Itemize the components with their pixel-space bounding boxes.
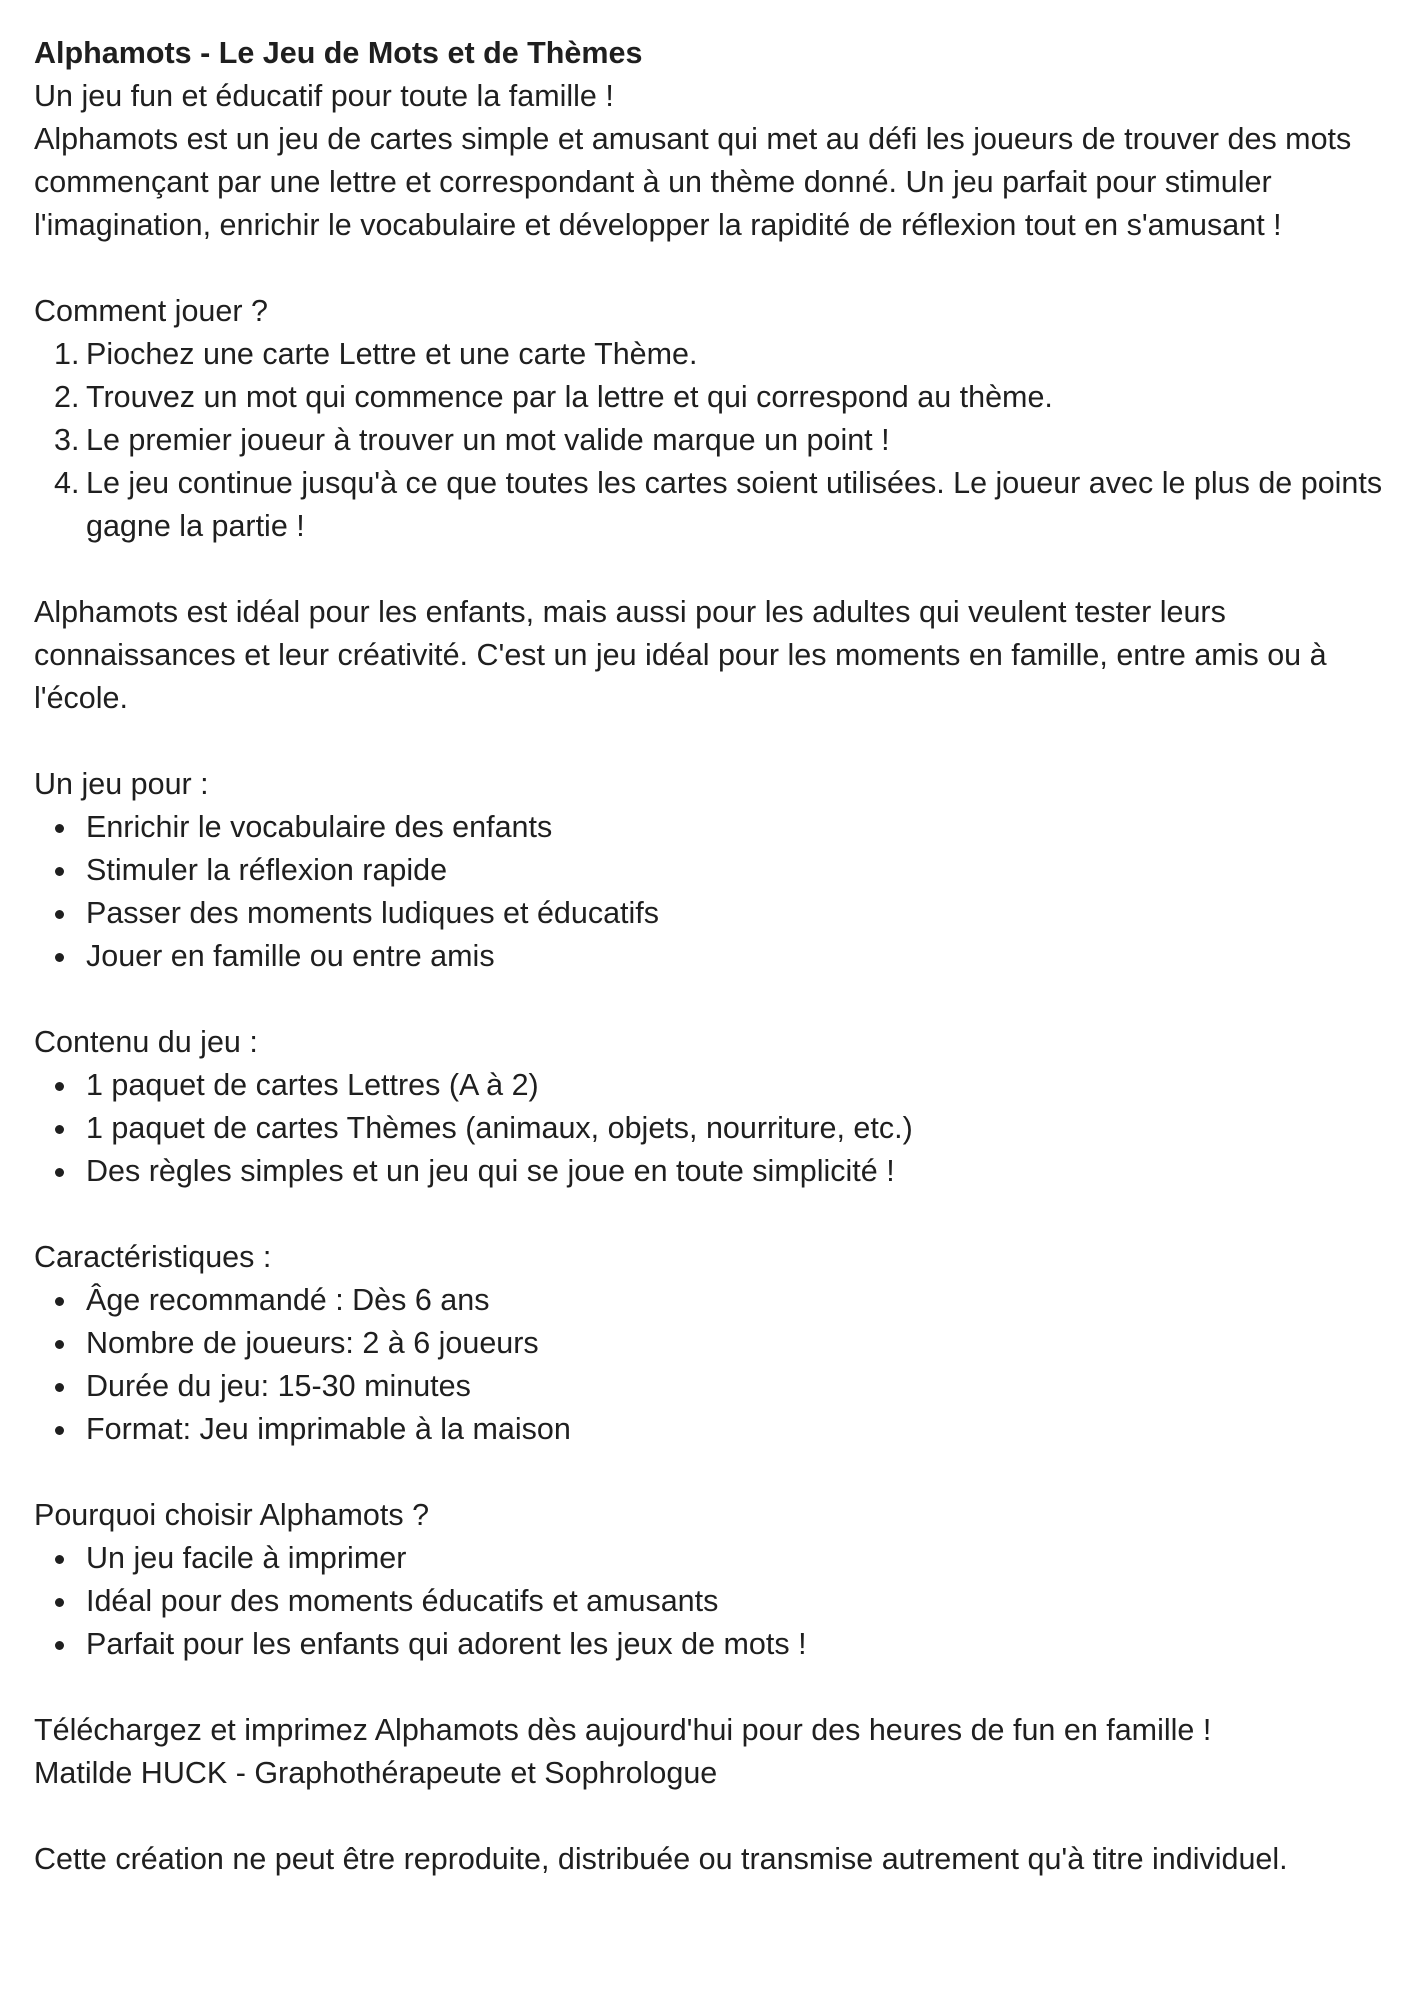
- call-to-action: Téléchargez et imprimez Alphamots dès aujourd'hui pour des heures de fun en famille !: [34, 1713, 1212, 1747]
- bullet-icon: [55, 867, 64, 876]
- spacer: [34, 548, 1394, 591]
- how-to-play-steps: [34, 333, 1394, 548]
- audience-paragraph: Alphamots est idéal pour les enfants, mais aussi pour les adultes qui veulent tester leurs connaissances et leur créativité. C'est un jeu idéal pour les moments en famille, entre amis ou à l'école.: [34, 595, 1327, 715]
- document-title: Alphamots - Le Jeu de Mots et de Thèmes: [34, 36, 643, 70]
- bullet-icon: [55, 1082, 64, 1091]
- subtitle: Un jeu fun et éducatif pour toute la famille !: [34, 79, 614, 113]
- bullet-icon: [55, 1426, 64, 1435]
- spacer: [34, 978, 1394, 1021]
- step-number: 2.: [54, 380, 80, 414]
- bullet-icon: [55, 1383, 64, 1392]
- step-item: [34, 333, 1394, 376]
- list-item: [34, 849, 1394, 892]
- bullet-icon: [55, 1598, 64, 1607]
- list-item: [34, 1537, 1394, 1580]
- list-item: [34, 1064, 1394, 1107]
- step-item: [34, 462, 1394, 548]
- contents-list: [34, 1064, 1394, 1193]
- bullet-icon: [55, 1340, 64, 1349]
- why-heading: Pourquoi choisir Alphamots ?: [34, 1498, 430, 1532]
- step-item: [34, 419, 1394, 462]
- contents-heading: Contenu du jeu :: [34, 1025, 258, 1059]
- spacer: [34, 1795, 1394, 1838]
- list-item: [34, 1150, 1394, 1193]
- intro-paragraph: Alphamots est un jeu de cartes simple et amusant qui met au défi les joueurs de trouver des mots commençant par une lettre et correspondant à un thème donné. Un jeu parfait pour stimuler l'imagination, enrichir le vocabulaire et développer la rapidité de réflexion tout en s'amusant !: [34, 122, 1352, 242]
- list-item-text: Idéal pour des moments éducatifs et amusants: [86, 1584, 719, 1618]
- step-number: 1.: [54, 337, 80, 371]
- list-item-text: Des règles simples et un jeu qui se joue en toute simplicité !: [86, 1154, 895, 1188]
- spacer: [34, 1451, 1394, 1494]
- step-text: Piochez une carte Lettre et une carte Thème.: [86, 337, 698, 371]
- list-item-text: Passer des moments ludiques et éducatifs: [86, 896, 660, 930]
- list-item: [34, 1580, 1394, 1623]
- spacer: [34, 1193, 1394, 1236]
- list-item: [34, 806, 1394, 849]
- list-item-text: Jouer en famille ou entre amis: [86, 939, 495, 973]
- bullet-icon: [55, 1125, 64, 1134]
- list-item: [34, 892, 1394, 935]
- list-item-text: Un jeu facile à imprimer: [86, 1541, 407, 1575]
- why-list: [34, 1537, 1394, 1666]
- bullet-icon: [55, 824, 64, 833]
- step-item: [34, 376, 1394, 419]
- spacer: [34, 247, 1394, 290]
- list-item: [34, 1322, 1394, 1365]
- bullet-icon: [55, 1555, 64, 1564]
- bullet-icon: [55, 1297, 64, 1306]
- list-item: [34, 1107, 1394, 1150]
- list-item-text: Nombre de joueurs: 2 à 6 joueurs: [86, 1326, 539, 1360]
- step-number: 4.: [54, 466, 80, 500]
- bullet-icon: [55, 1641, 64, 1650]
- author-line: Matilde HUCK - Graphothérapeute et Sophrologue: [34, 1756, 718, 1790]
- bullet-icon: [55, 953, 64, 962]
- purpose-list: [34, 806, 1394, 978]
- list-item-text: Durée du jeu: 15-30 minutes: [86, 1369, 471, 1403]
- features-heading: Caractéristiques :: [34, 1240, 272, 1274]
- step-text: Le premier joueur à trouver un mot valide marque un point !: [86, 423, 890, 457]
- list-item-text: Âge recommandé : Dès 6 ans: [86, 1283, 490, 1317]
- list-item-text: Format: Jeu imprimable à la maison: [86, 1412, 571, 1446]
- step-number: 3.: [54, 423, 80, 457]
- features-list: [34, 1279, 1394, 1451]
- purpose-heading: Un jeu pour :: [34, 767, 209, 801]
- document: [34, 32, 1394, 1881]
- bullet-icon: [55, 910, 64, 919]
- step-text: Trouvez un mot qui commence par la lettre et qui correspond au thème.: [86, 380, 1053, 414]
- list-item-text: Stimuler la réflexion rapide: [86, 853, 448, 887]
- list-item: [34, 1279, 1394, 1322]
- list-item-text: Enrichir le vocabulaire des enfants: [86, 810, 553, 844]
- list-item: [34, 1365, 1394, 1408]
- step-text: Le jeu continue jusqu'à ce que toutes les cartes soient utilisées. Le joueur avec le plus de points gagne la partie !: [86, 466, 1383, 543]
- how-to-play-heading: Comment jouer ?: [34, 294, 268, 328]
- list-item: [34, 1408, 1394, 1451]
- list-item-text: Parfait pour les enfants qui adorent les jeux de mots !: [86, 1627, 807, 1661]
- list-item-text: 1 paquet de cartes Thèmes (animaux, objets, nourriture, etc.): [86, 1111, 913, 1145]
- list-item-text: 1 paquet de cartes Lettres (A à 2): [86, 1068, 539, 1102]
- list-item: [34, 1623, 1394, 1666]
- bullet-icon: [55, 1168, 64, 1177]
- copyright-notice: Cette création ne peut être reproduite, distribuée ou transmise autrement qu'à titre individuel.: [34, 1842, 1288, 1876]
- list-item: [34, 935, 1394, 978]
- spacer: [34, 1666, 1394, 1709]
- spacer: [34, 720, 1394, 763]
